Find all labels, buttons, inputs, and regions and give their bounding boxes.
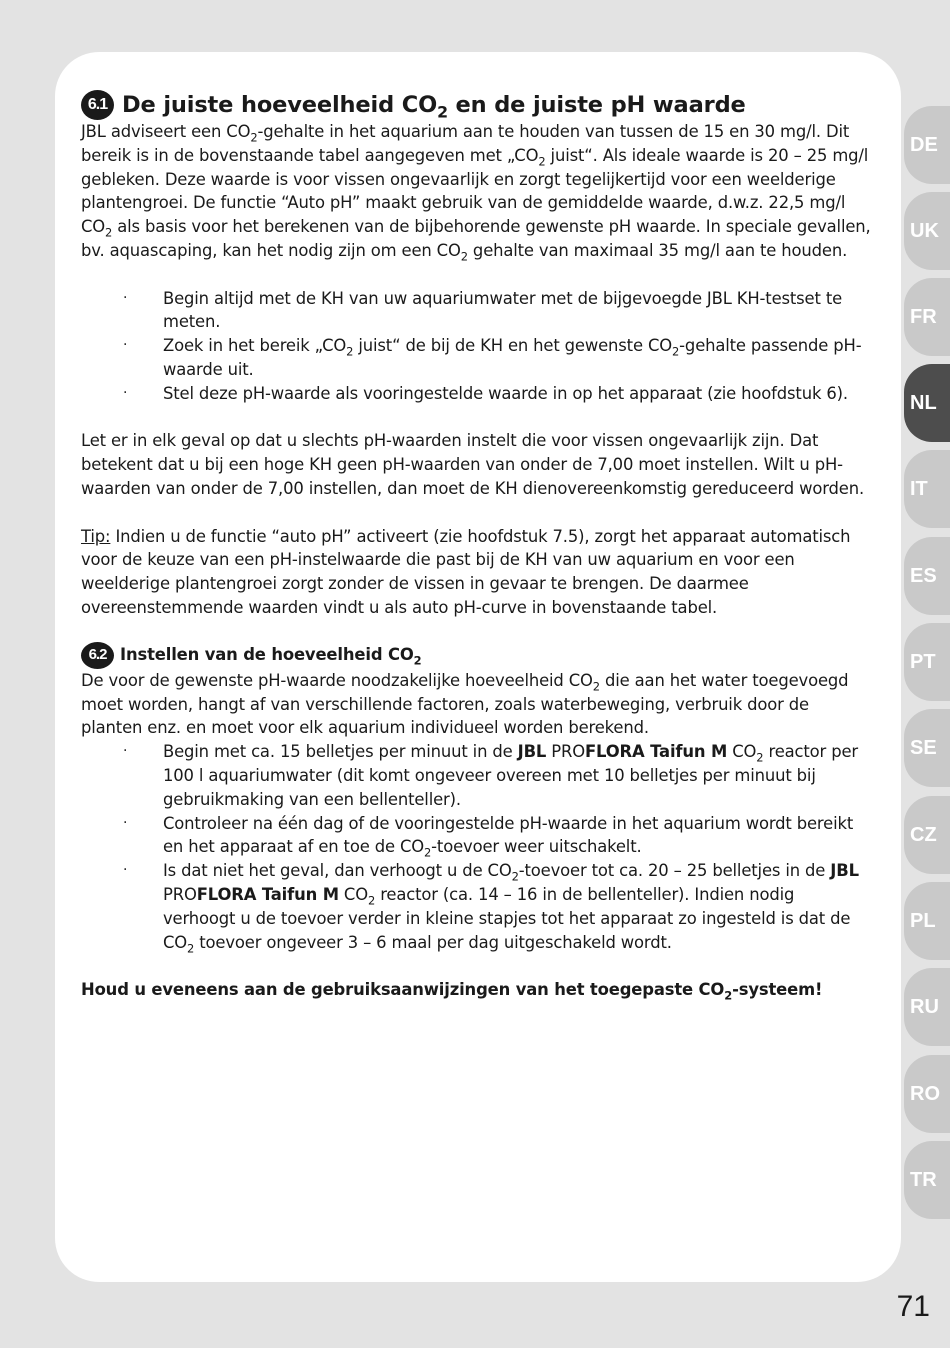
list-item: · Zoek in het bereik $„CO_2$ juist“ de bij de KH en het gewenste $CO_2$-gehalte passende pH-waarde uit. [123,336,862,379]
intro-paragraph: JBL adviseert een $CO_2$-gehalte in het aquarium aan te houden van tussen de 15 en 30 mg/l. Dit bereik is in de bovenstaande tabel aangegeven met $„CO_2$ juist“. Als ideale waarde is 20 – 25 mg/l gebleken. Deze waarde is voor vissen ongevaarlijk en zorgt tegelijkertijd voor een weelderige plantengroei. De functie “Auto pH” maakt gebruik van de gemiddelde waarde, d.w.z. 22,5 mg/l $CO_2$ als basis voor het berekenen van de bijbehorende gewenste pH waarde. In speciale gevallen, bv. aquascaping, kan het nodig zijn om een $CO_2$ gehalte van maximaal 35 mg/l aan te houden. [81,122,871,264]
steps-list-1 [81,287,871,406]
tab-nl[interactable]: NL [904,364,950,442]
tab-de[interactable]: DE [904,106,950,184]
main-content [81,90,871,1002]
language-tabs [904,0,950,1348]
closing-note: Houd u eveneens aan de gebruiksaanwijzingen van het toegepaste $CO_2$-systeem! [81,980,823,1003]
list-item: · Begin met ca. 15 belletjes per minuut in de JBL PROFLORA Taifun M $CO_2$ reactor per 100 l aquariumwater (dit komt ongeveer overeen met 10 belletjes per minuut bij gebruikmaking van een bellenteller). [123,742,858,809]
list-item: · Controleer na één dag of de vooringestelde pH-waarde in het aquarium wordt bereikt en het apparaat af en toe de $CO_2$-toevoer weer uitschakelt. [123,813,854,860]
tab-pt[interactable]: PT [904,623,950,701]
section-number-badge: 6.1 [81,90,114,120]
tab-cz[interactable]: CZ [904,796,950,874]
tab-ru[interactable]: RU [904,968,950,1046]
section-number-badge: 6.2 [81,642,114,669]
tab-es[interactable]: ES [904,537,950,615]
co2-paragraph: De voor de gewenste pH-waarde noodzakelijke hoeveelheid $CO_2$ die aan het water toegevoegd moet worden, hangt af van verschillende factoren, zoals waterbeweging, verbruik door de planten enz. en moet voor elk aquarium individueel worden berekend. [81,670,849,738]
tab-fr[interactable]: FR [904,278,950,356]
tab-ro[interactable]: RO [904,1055,950,1133]
section-title: Instellen van de hoeveelheid $CO_2$ [120,645,422,668]
section-6-2-heading [81,642,871,669]
tip-paragraph: Tip: Indien u de functie “auto pH” activeert (zie hoofdstuk 7.5), zorgt het apparaat automatisch voor de keuze van een pH-instelwaarde die past bij de KH van uw aquarium en voor een weelderige plantengroei zorgt zonder de vissen in gevaar te brengen. De daarmee overeenstemmende waarden vindt u als auto pH-curve in bovenstaande tabel. [81,526,851,617]
steps-list-2 [81,740,871,954]
page-number: 71 [896,1290,930,1323]
tab-se[interactable]: SE [904,709,950,787]
warning-paragraph: Let er in elk geval op dat u slechts pH-waarden instelt die voor vissen ongevaarlijk zijn. Dat betekent dat u bij een hoge KH geen pH-waarden van onder de 7,00 moet instellen. Wilt u pH-waarden van onder de 7,00 instellen, dan moet de KH dienovereenkomstig gereduceerd worden. [81,431,865,498]
tip-label: Tip: [81,526,111,546]
list-item: · Stel deze pH-waarde als vooringestelde waarde in op het apparaat (zie hoofdstuk 6). [123,383,848,403]
tab-pl[interactable]: PL [904,882,950,960]
tab-uk[interactable]: UK [904,192,950,270]
list-item: · Begin altijd met de KH van uw aquariumwater met de bijgevoegde JBL KH-testset te meten. [123,288,843,332]
section-title: De juiste hoeveelheid $CO_2$ en de juiste pH waarde [122,92,746,122]
section-6-1-heading [81,90,871,120]
tab-it[interactable]: IT [904,450,950,528]
list-item: · Is dat niet het geval, dan verhoogt u de $CO_2$-toevoer tot ca. 20 – 25 belletjes in de JBL PROFLORA Taifun M $CO_2$ reactor (ca. 14 – 16 in de bellenteller). Indien nodig verhoogt u de toevoer verder in kleine stapjes tot het apparaat zo ingesteld is dat de $CO_2$ toevoer ongeveer 3 – 6 maal per dag uitgeschakeld wordt. [123,861,859,955]
tab-tr[interactable]: TR [904,1141,950,1219]
